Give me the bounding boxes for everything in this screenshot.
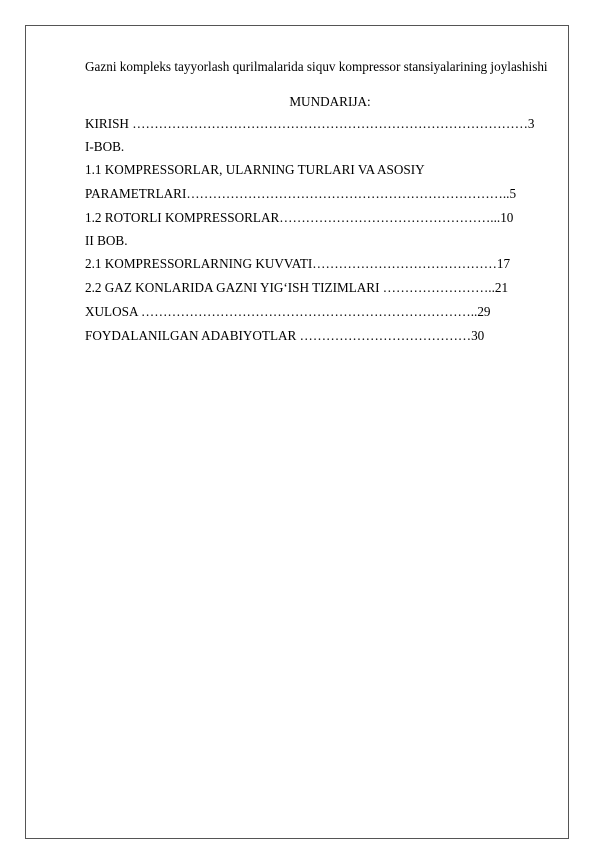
- toc-entry-1-1: 1.1 KOMPRESSORLAR, ULARNING TURLARI VA ASOSIY: [85, 162, 425, 177]
- toc-entry-kirish: KIRISH ………………………………………………………………………………3: [85, 116, 535, 131]
- toc-entry-chapter-2: II BOB.: [85, 233, 128, 248]
- toc-entry-1-2: 1.2 ROTORLI KOMPRESSORLAR…………………………………………...10: [85, 210, 514, 225]
- toc-entry-xulosa: XULOSA …………………………………………………………………..29: [85, 304, 491, 319]
- document-title: Gazni kompleks tayyorlash qurilmalarida siquv kompressor stansiyalarining joylashishi: [85, 59, 548, 74]
- toc-entry-2-2: 2.2 GAZ KONLARIDA GAZNI YIG‘ISH TIZIMLARI ……………………..21: [85, 280, 509, 295]
- table-of-contents: [85, 112, 555, 348]
- toc-heading: MUNDARIJA:: [289, 94, 371, 109]
- toc-entry-adabiyotlar: FOYDALANILGAN ADABIYOTLAR …………………………………30: [85, 328, 485, 343]
- document-body: [85, 56, 555, 348]
- toc-entry-2-1: 2.1 KOMPRESSORLARNING KUVVATI……………………………………17: [85, 256, 511, 271]
- toc-entry-1-1-continued: PARAMETRLARI………………………………………………………………..5: [85, 186, 517, 201]
- toc-entry-chapter-1: I-BOB.: [85, 139, 125, 154]
